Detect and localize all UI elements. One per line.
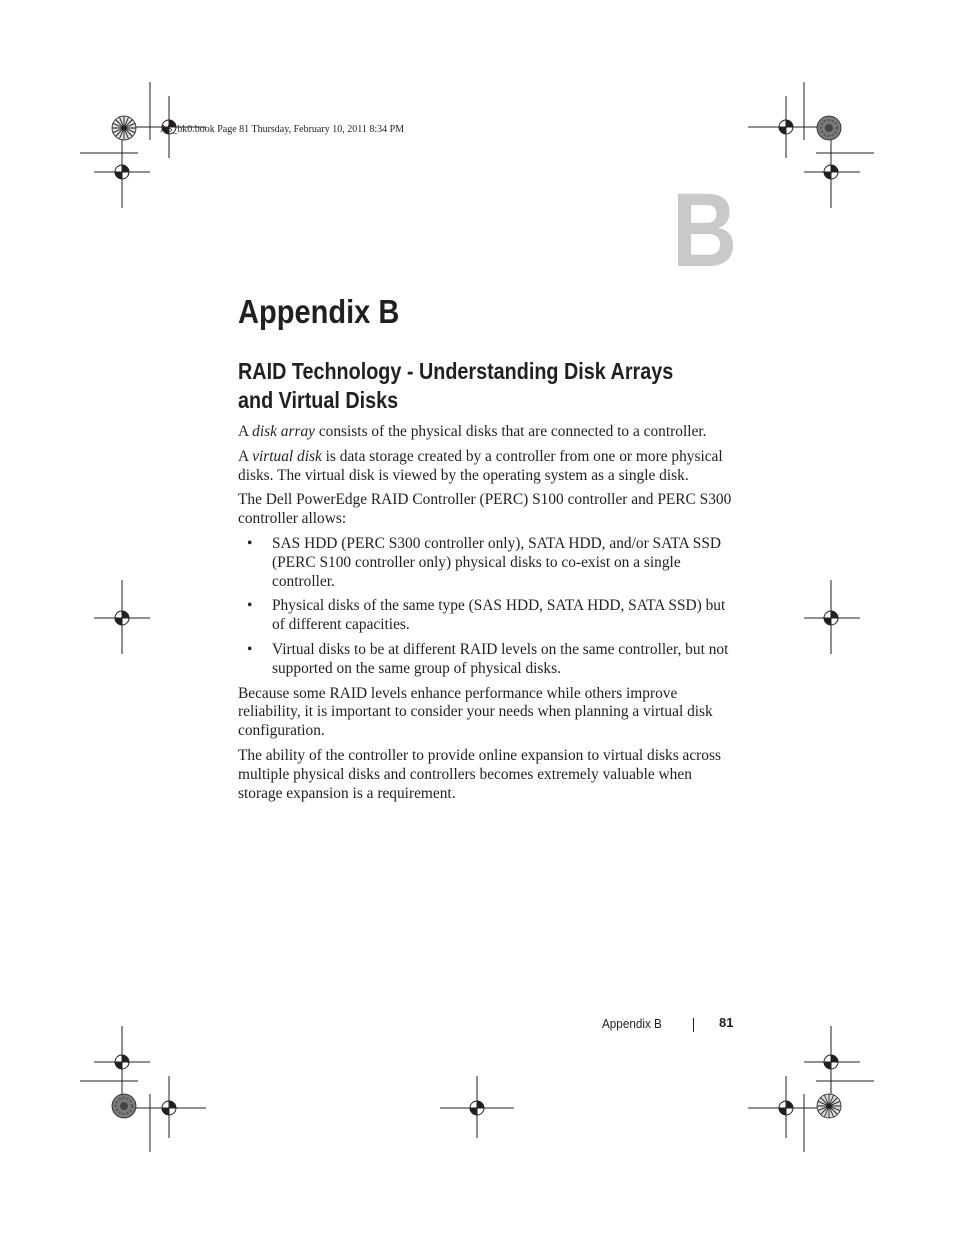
paragraph-disk-array: A disk array consists of the physical disks that are connected to a controller.: [238, 423, 707, 440]
bullet-list: [238, 535, 738, 679]
section-heading: [238, 357, 720, 414]
bullet-icon: •: [247, 597, 253, 615]
footer-label: Appendix B: [602, 1016, 662, 1031]
paragraph-virtual-disk: A virtual disk is data storage created by a controller from one or more physical disks. The virtual disk is viewed by the operating system as a single disk.: [238, 447, 723, 484]
bullet-icon: •: [247, 534, 253, 552]
print-slug: A5_bk0.book Page 81 Thursday, February 10, 2011 8:34 PM: [160, 124, 405, 135]
paragraph-online-expansion: The ability of the controller to provide online expansion to virtual disks across multiple physical disks and controllers becomes extremely valuable when storage expansion is a requirement.: [238, 746, 721, 802]
page-title: Appendix B: [238, 293, 400, 330]
footer-separator: [693, 1018, 694, 1032]
page-number: 81: [719, 1015, 734, 1030]
list-item: • Physical disks of the same type (SAS HDD, SATA HDD, SATA SSD) but of different capacities.: [247, 597, 726, 634]
list-item: • SAS HDD (PERC S300 controller only), SATA HDD, and/or SATA SSD (PERC S100 controller only) physical disks to co-exist on a single controller.: [247, 534, 722, 590]
term-disk-array: disk array: [252, 423, 315, 440]
body-text: [238, 423, 738, 809]
paragraph-raid-levels: Because some RAID levels enhance performance while others improve reliability, it is important to consider your needs when planning a virtual disk configuration.: [238, 684, 713, 740]
paragraph-controller-allows: The Dell PowerEdge RAID Controller (PERC) S100 controller and PERC S300 controller allows:: [238, 491, 732, 528]
list-item: • Virtual disks to be at different RAID levels on the same controller, but not supported on the same group of physical disks.: [247, 640, 729, 677]
bullet-icon: •: [247, 640, 253, 658]
chapter-letter: B: [672, 172, 736, 289]
section-heading-line-2: and Virtual Disks: [238, 386, 399, 413]
term-virtual-disk: virtual disk: [252, 447, 322, 465]
section-heading-line-1: RAID Technology - Understanding Disk Arrays: [238, 358, 674, 384]
